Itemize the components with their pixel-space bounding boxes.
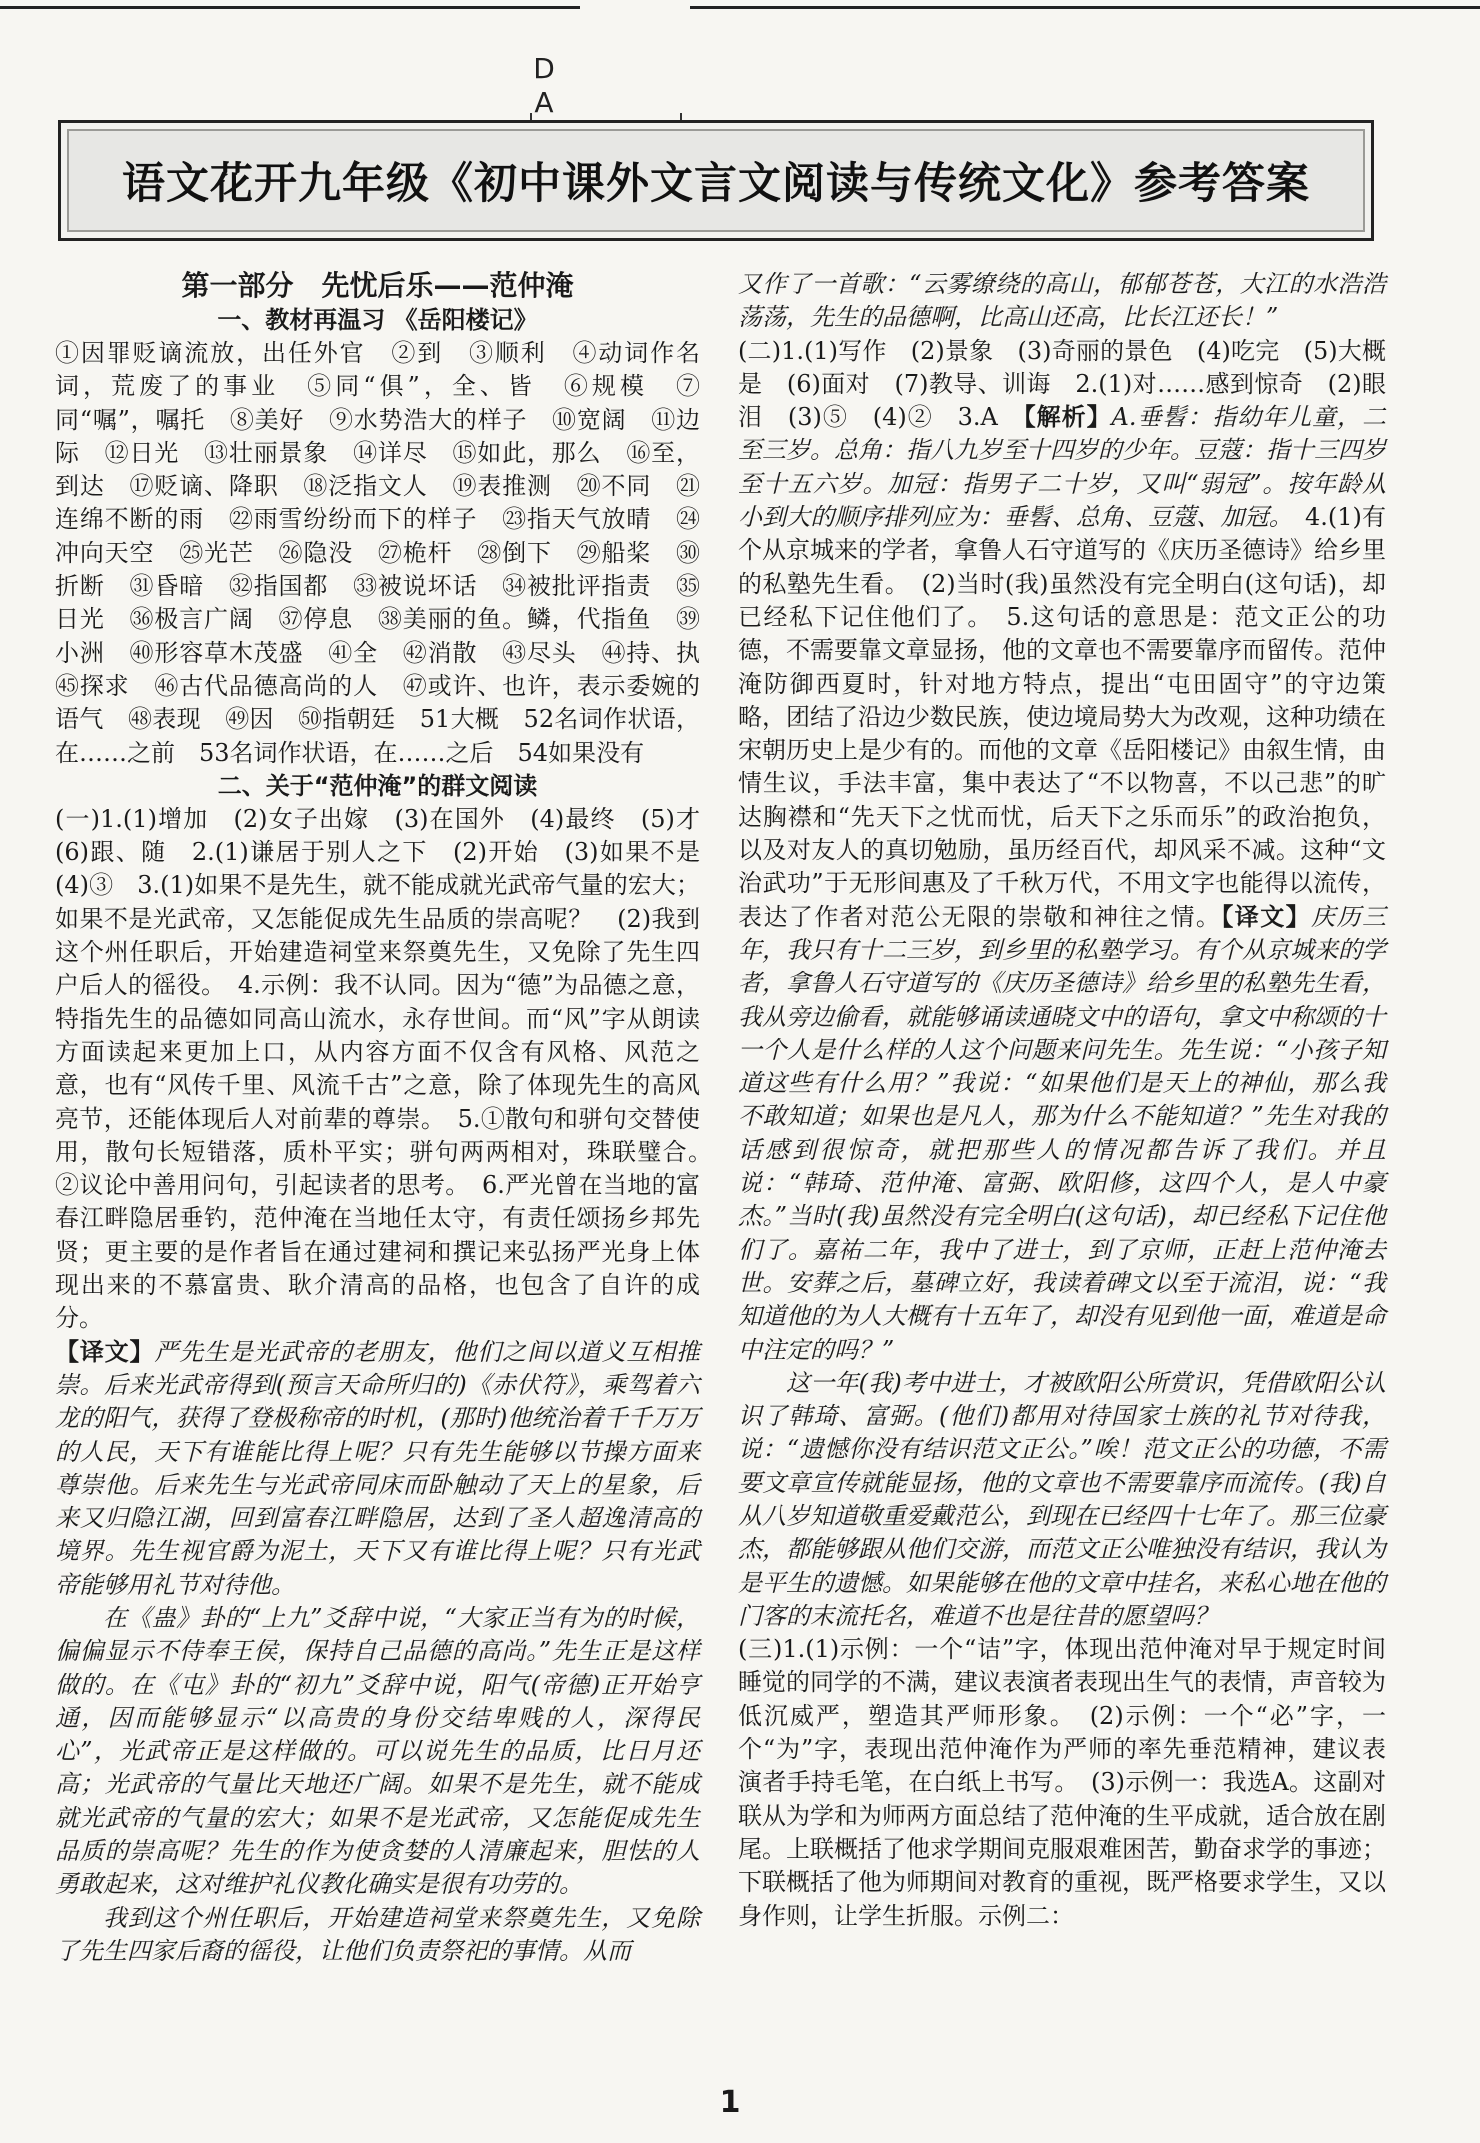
section1-title: 一、教材再温习 《岳阳楼记》 — [217, 306, 538, 334]
section1-answers: ①因罪贬谪流放，出任外官 ②到 ③顺利 ④动词作名词，荒废了的事业 ⑤同“俱”，全、皆 ⑥规模 ⑦同“嘱”，嘱托 ⑧美好 ⑨水势浩大的样子 ⑩宽阔 ⑪边际 ⑫日光 ⑬壮丽景象 ⑭详尽 ⑮如此，那么 ⑯至，到达 ⑰贬谪、降职 ⑱泛指文人 ⑲表推测 ⑳不同 ㉑连绵不断的雨 ㉒雨雪纷纷而下的样子 ㉓指天气放晴 ㉔冲向天空 ㉕光芒 ㉖隐没 ㉗桅杆 ㉘倒下 ㉙船桨 ㉚折断 ㉛昏暗 ㉜指国都 ㉝被说坏话 ㉞被批评指责 ㉟日光 ㊱极言广阔 ㊲停息 ㊳美丽的鱼。鳞，代指鱼 ㊴小洲 ㊵形容草木茂盛 ㊶全 ㊷消散 ㊸尽头 ㊹持、执 ㊺探求 ㊻古代品德高尚的人 ㊼或许、也许，表示委婉的语气 ㊽表现 ㊾因 ㊿指朝廷 51大概 52名词作状语，在……之前 53名词作状语，在……之后 54如果没有 — [55, 339, 724, 767]
da-mark-top: D — [533, 52, 555, 85]
section-c-answers: (三)1.(1)示例：一个“诘”字，体现出范仲淹对早于规定时间睡觉的同学的不满，建议表演者表现出生气的表情，声音较为低沉威严，塑造其严师形象。 (2)示例：一个“必”字，一个“为”字，表现出范仲淹作为严师的率先垂范精神，建议表演者手持毛笔，在白纸上书写。 (3)示例一：我选A。这副对联从为学和为师两方面总结了范仲淹的生平成就，适合放在剧尾。上联概括了他求学期间克服艰难困苦，勤奋求学的事迹；下联概括了他为师期间对教育的重视，既严格要求学生，又以身作则，让学生折服。示例二： — [738, 1635, 1386, 1930]
part-title: 第一部分 先忧后乐——范仲淹 — [181, 269, 574, 302]
da-mark-bottom: A — [534, 86, 554, 119]
right-column — [738, 268, 1386, 1933]
song-continuation: 又作了一首歌：“云雾缭绕的高山，郁郁苍苍，大江的水浩浩荡荡，先生的品德啊，比高山还高，比长江还长！” — [738, 270, 1386, 332]
page-number: 1 — [719, 2085, 741, 2120]
translation-tag-b: 【译文】 — [1221, 902, 1312, 931]
top-edge-line-right — [690, 6, 1480, 9]
analysis-tag: 【解析】 — [1023, 403, 1112, 432]
document-title: 语文花开九年级《初中课外文言文阅读与传统文化》参考答案 — [122, 159, 1310, 209]
translation-paragraph-2: 在《蛊》卦的“上九”爻辞中说，“大家正当有为的时候，偏偏显示不侍奉王侯，保持自己品德的高尚。”先生正是这样做的。在《屯》卦的“初九”爻辞中说，阳气(帝德)正开始亨通，因而能够显示“以高贵的身份交结卑贱的人，深得民心”，光武帝正是这样做的。可以说先生的品质，比日月还高；光武帝的气量比天地还广阔。如果不是先生，就不能成就光武帝的气量的宏大；如果不是光武帝，又怎能促成先生品质的崇高呢？先生的作为使贪婪的人清廉起来，胆怯的人勇敢起来，这对维护礼仪教化确实是很有功劳的。 — [55, 1603, 700, 1899]
analysis-text: A.垂髫：指幼年儿童，二至三岁。总角：指八九岁至十四岁的少年。豆蔻：指十三四岁至十五六岁。加冠：指男子二十岁，又叫“弱冠”。按年龄从小到大的顺序排列应为：垂髫、总角、豆蔻、加冠。 — [738, 403, 1387, 532]
section-b-part1: (二)1.(1)写作 (2)景象 (3)奇丽的景色 (4)吃完 (5)大概是 (6)面对 (7)教导、训诲 2.(1)对……感到惊奇 (2)眼泪 (3)⑤ (4)② 3.A — [738, 336, 1386, 432]
section2-answers: (一)1.(1)增加 (2)女子出嫁 (3)在国外 (4)最终 (5)才 (6)跟、随 2.(1)谦居于别人之下 (2)开始 (3)如果不是 (4)③ 3.(1)如果不是先生，就不能成就光武帝气量的宏大；如果不是光武帝，又怎能促成先生品质的崇高呢？ (2)我到这个州任职后，开始建造祠堂来祭奠先生，又免除了先生四户后人的徭役。 4.示例：我不认同。因为“德”为品德之意，特指先生的品德如同高山流水，永存世间。而“风”字从朗读方面读起来更加上口，从内容方面不仅含有风格、风范之意，也有“风传千里、风流千古”之意，除了体现先生的高风亮节，还能体现后人对前辈的尊崇。 5.①散句和骈句交替使用，散句长短错落，质朴平实；骈句两两相对，珠联璧合。 ②议论中善用问句，引起读者的思考。 6.严光曾在当地的富春江畔隐居垂钓，范仲淹在当地任太守，有责任颂扬乡邦先贤；更主要的是作者旨在通过建祠和撰记来弘扬严光身上体现出来的不慕富贵、耿介清高的品格，也包含了自许的成分。 — [55, 804, 724, 1333]
title-banner — [58, 120, 1374, 241]
section2-title: 二、关于“范仲淹”的群文阅读 — [217, 771, 538, 800]
section-b-part2: 4.(1)有个从京城来的学者，拿鲁人石守道写的《庆历圣德诗》给乡里的私塾先生看。 (2)当时(我)虽然没有完全明白(这句话)，却已经私下记住他们了。 5.这句话的意思是：范文正公的功德，不需要靠文章显扬，他的文章也不需要靠序而留传。范仲淹防御西夏时，针对地方特点，提出“屯田固守”的守边策略，团结了沿边少数民族，使边境局势大为改观，这种功绩在宋朝历史上是少有的。而他的文章《岳阳楼记》由叙生情，由情生议，手法丰富，集中表达了“不以物喜，不以己悲”的旷达胸襟和“先天下之忧而忧，后天下之乐而乐”的政治抱负，以及对友人的真切勉励，虽历经百代，却风采不减。这种“文治武功”于无形间惠及了千秋万代，不用文字也能得以流传，表达了作者对范公无限的崇敬和神往之情。 — [738, 503, 1387, 931]
top-edge-line-left — [0, 6, 580, 9]
translation-b-paragraph-2: 这一年(我)考中进士，才被欧阳公所赏识，凭借欧阳公认识了韩琦、富弼。(他们)都用对待国家士族的礼节对待我，说：“遗憾你没有结识范文正公。”唉！范文正公的功德，不需要文章宣传就能显扬，他的文章也不需要靠序而流传。(我)自从八岁知道敬重爱戴范公，到现在已经四十七年了。那三位豪杰，都能够跟从他们交游，而范文正公唯独没有结识，我认为是平生的遗憾。如果能够在他的文章中挂名，来私心地在他的门客的末流托名，难道不也是往昔的愿望吗？ — [738, 1368, 1386, 1630]
translation-paragraph-1 — [55, 1336, 700, 1602]
translation-b-text-1: 庆历三年，我只有十二三岁，到乡里的私塾学习。有个从京城来的学者，拿鲁人石守道写的《庆历圣德诗》给乡里的私塾先生看，我从旁边偷看，就能够诵读通晓文中的语句，拿文中称颂的十一个人是什么样的人这个问题来问先生。先生说：“小孩子知道这些有什么用？”我说：“如果他们是天上的神仙，那么我不敢知道；如果也是凡人，那为什么不能知道？”先生对我的话感到很惊奇，就把那些人的情况都告诉了我们。并且说：“韩琦、范仲淹、富弼、欧阳修，这四个人，是人中豪杰。”当时(我)虽然没有完全明白(这句话)，却已经私下记住他们了。嘉祐二年，我中了进士，到了京师，正赶上范仲淹去世。安葬之后，墓碑立好，我读着碑文以至于流泪，说：“我知道他的为人大概有十五年了，却没有见到他一面，难道是命中注定的吗？” — [738, 902, 1387, 1364]
translation-tag: 【译文】 — [55, 1337, 155, 1366]
translation-paragraph-3: 我到这个州任职后，开始建造祠堂来祭奠先生，又免除了先生四家后裔的徭役，让他们负责祭祀的事情。从而 — [55, 1903, 700, 1965]
da-mark — [524, 52, 564, 120]
left-column — [55, 268, 724, 1968]
translation-text-1: 严先生是光武帝的老朋友，他们之间以道义互相推崇。后来光武帝得到(预言天命所归的)《赤伏符》，乘驾着六龙的阳气，获得了登极称帝的时机，(那时)他统治着千千万万的人民，天下有谁能比得上呢？只有先生能够以节操方面来尊崇他。后来先生与光武帝同床而卧触动了天上的星象，后来又归隐江湖，回到富春江畔隐居，达到了圣人超逸清高的境界。先生视官爵为泥土，天下又有谁比得上呢？只有光武帝能够用礼节对待他。 — [55, 1337, 701, 1599]
section-b-answers — [738, 335, 1386, 1367]
